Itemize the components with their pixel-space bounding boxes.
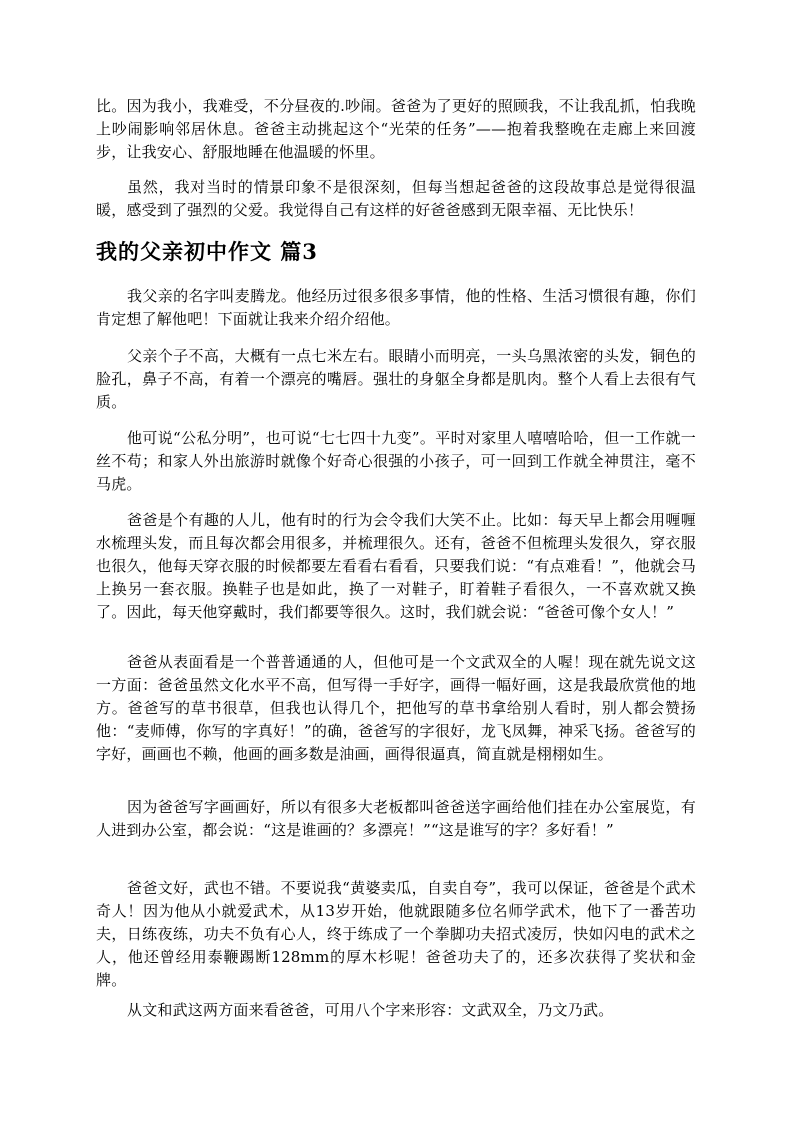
paragraph-martial-arts: 爸爸文好，武也不错。不要说我“黄婆卖瓜，自卖自夸”，我可以保证，爸爸是个武术奇人！因为他从小就爱武术，从13岁开始，他就跟随多位名师学武术，他下了一番苦功夫，日练夜练，功夫不负有心人，终于练成了一个拳脚功夫招式凌厉，快如闪电的武术之人，他还曾经用泰鞭踢断128mm的厚木杉呢！爸爸功夫了的，还多次获得了奖状和金牌。 [96, 879, 696, 989]
paragraph-calligraphy: 爸爸从表面看是一个普普通通的人，但他可是一个文武双全的人喔！现在就先说文这一方面：爸爸虽然文化水平不高，但写得一手好字，画得一幅好画，这是我最欣赏他的地方。爸爸写的草书很草，但我也认得几个，把他写的草书拿给别人看时，别人都会赞扬他：“麦师傅，你写的字真好！”的确，爸爸写的字很好，龙飞凤舞，神采飞扬。爸爸写的字好，画画也不赖，他画的画多数是油画，画得很逼真，简直就是栩栩如生。 [96, 653, 696, 763]
paragraph-conclusion: 从文和武这两方面来看爸爸，可用八个字来形容：文武双全，乃文乃武。 [127, 1001, 614, 1019]
paragraph-habits: 爸爸是个有趣的人儿，他有时的行为会令我们大笑不止。比如：每天早上都会用喱喱水梳理头发，而且每次都会用很多，并梳理很久。还有，爸爸不但梳理头发很久，穿衣服也很久，他每天穿衣服的时候都要左看看右看看，只要我们说：“有点难看！”，他就会马上换另一套衣服。换鞋子也是如此，换了一对鞋子，盯着鞋子看很久，一不喜欢就又换了。因此，每天他穿戴时，我们都要等很久。这时，我们就会说：“爸爸可像个女人！” [96, 511, 696, 621]
paragraph-intro: 我父亲的名字叫麦腾龙。他经历过很多很多事情，他的性格、生活习惯很有趣，你们肯定想了解他吧！下面就让我来介绍介绍他。 [96, 287, 696, 328]
paragraph-bosses: 因为爸爸写字画画好，所以有很多大老板都叫爸爸送字画给他们挂在办公室展览，有人进到办公室，都会说：“这是谁画的？多漂亮！”“这是谁写的字？多好看！” [96, 798, 696, 839]
paragraph-personality: 他可说“公私分明”，也可说“七七四十九变”。平时对家里人嘻嘻哈哈，但一工作就一丝不苟；和家人外出旅游时就像个好奇心很强的小孩子，可一回到工作就全神贯注，毫不马虎。 [96, 429, 696, 493]
paragraph-appearance: 父亲个子不高，大概有一点七米左右。眼睛小而明亮，一头乌黑浓密的头发，铜色的脸孔，鼻子不高，有着一个漂亮的嘴唇。强壮的身躯全身都是肌肉。整个人看上去很有气质。 [96, 347, 696, 411]
paragraph-warm-memory: 虽然，我对当时的情景印象不是很深刻，但每当想起爸爸的这段故事总是觉得很温暖，感受到了强烈的父爱。我觉得自己有这样的好爸爸感到无限幸福、无比快乐！ [96, 178, 696, 219]
paragraph-continued: 比。因为我小，我难受，不分昼夜的.吵闹。爸爸为了更好的照顾我，不让我乱抓，怕我晚上吵闹影响邻居休息。爸爸主动挑起这个“光荣的任务”——抱着我整晚在走廊上来回渡步，让我安心、舒服地睡在他温暖的怀里。 [96, 97, 696, 161]
section-heading: 我的父亲初中作文 篇3 [96, 239, 318, 264]
